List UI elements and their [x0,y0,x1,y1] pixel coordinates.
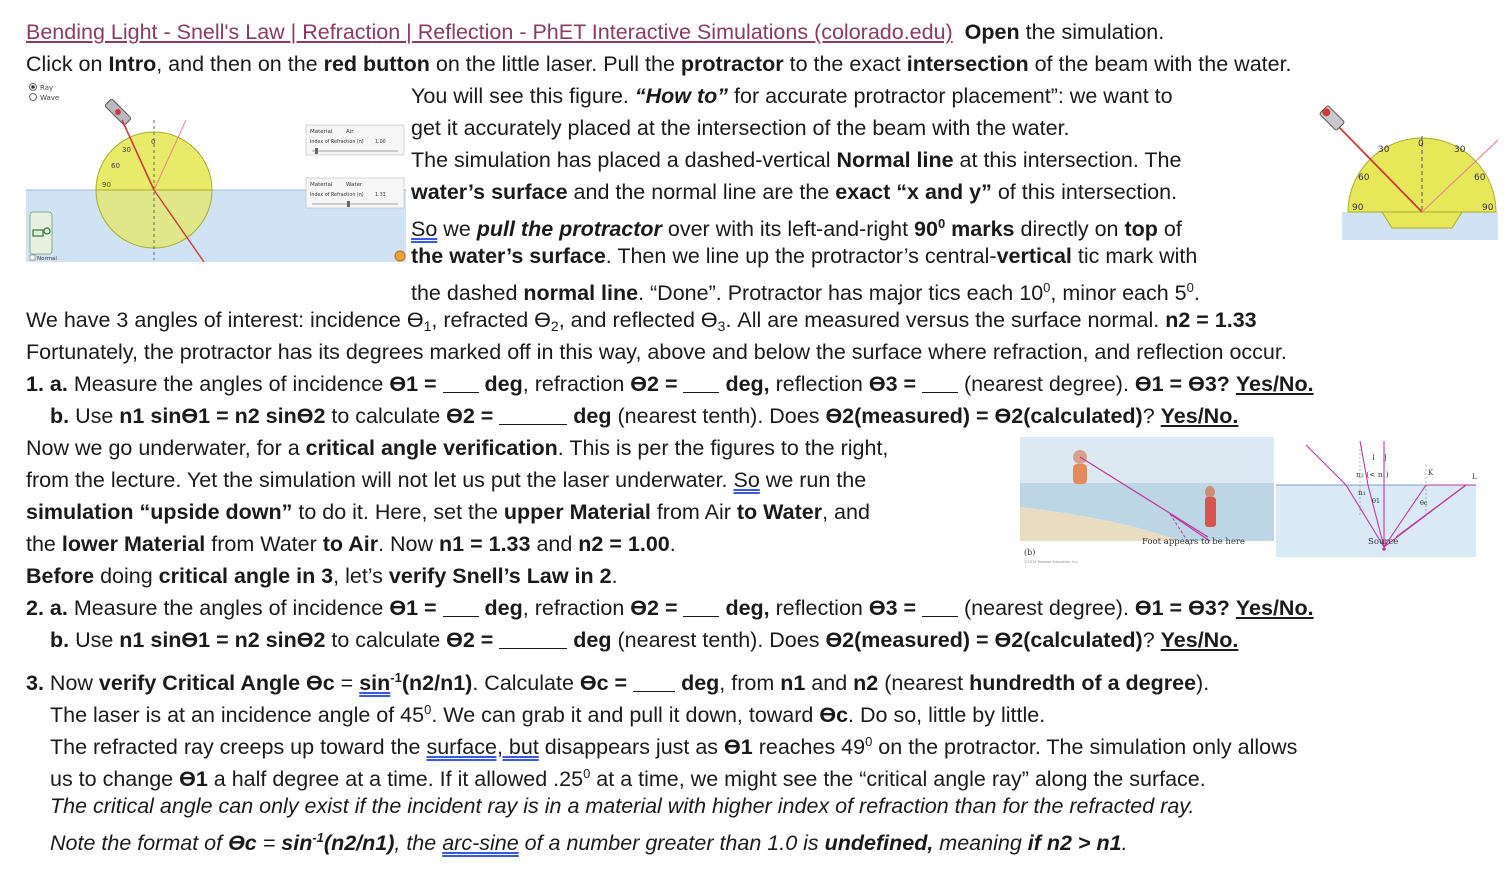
text: (nearest degree). [958,372,1135,396]
bold: deg [478,372,523,396]
text: of a number greater than 1.0 is [518,831,825,855]
line-03 [411,80,1173,112]
answer-blank[interactable] [683,374,719,393]
text: . [1193,281,1200,305]
rd-label-l: L [1472,473,1477,481]
bold: Intro [108,52,157,76]
bold: ϴ2 = [446,628,500,652]
bold: ϴc [819,703,849,727]
protractor-closeup [1312,100,1498,240]
sup: 0 [865,734,873,749]
text: ? [1142,628,1161,652]
ray-radio[interactable] [30,84,54,93]
bold: deg, [719,596,770,620]
wave-radio[interactable] [30,94,60,103]
text: Measure the angles of incidence [67,596,390,620]
text: at a time, we might see the “critical angle ray” along the surface. [590,767,1206,791]
bold: ϴ2 = [446,404,500,428]
text: from Water [205,532,323,556]
bold: ϴ2(measured) = ϴ2(calculated) [825,404,1143,428]
bold: 3. [26,671,44,695]
pc-tick-60-left: 60 [1358,173,1370,183]
sup: 0 [1043,280,1051,295]
bold: ϴ3 = [868,372,923,396]
rd-label-i: I [1372,454,1375,462]
text: (nearest tenth). Does [611,404,826,428]
question-1a [26,368,1314,400]
wader-body [1205,497,1216,527]
bold: 2. a. [26,596,68,620]
rd-label-k: K [1428,469,1434,477]
bold: red button [323,52,430,76]
text: . [611,564,618,588]
text: and the normal line are the [567,180,836,204]
text: a half degree at a time. If it allowed .25 [207,767,584,791]
bold: exact “x and y” [835,180,992,204]
ray-label: Ray [40,84,54,92]
observer-body [1073,464,1087,484]
text: (nearest [878,671,970,695]
sup: 0 [1186,280,1194,295]
bold: n2 > n1 [1040,831,1122,855]
bold: critical angle in 3 [158,564,334,588]
sup: 0 [583,766,591,781]
bold: (n2/n1) [401,671,473,695]
pc-tick-30-right: 30 [1454,145,1466,155]
text: You will see this figure. [411,84,635,108]
text: to calculate [325,628,447,652]
answer-blank[interactable] [499,406,567,425]
text: surface, but [426,735,539,759]
line-01 [26,16,1164,48]
question-2b [50,624,1238,656]
text: , and reflected ϴ [558,308,718,332]
bold: deg [675,671,720,695]
text: on the little laser. Pull the [429,52,681,76]
text: . All are measured versus the surface normal. [725,308,1166,332]
index-value: 1.33 [375,193,386,198]
bold: ϴ2(measured) = ϴ2(calculated) [825,628,1143,652]
bold: to Air [322,532,379,556]
material-water: Water [346,182,363,188]
text: to do it. Here, set the [292,500,504,524]
text: So [411,217,438,241]
text: we [437,217,477,241]
text: from Air [650,500,737,524]
answer-blank[interactable] [683,598,719,617]
beach-sky [1020,437,1274,483]
yes-no[interactable]: Yes/No. [1235,372,1314,396]
line-11 [26,336,1287,368]
bold: n1 [780,671,806,695]
rd-label-j: J [1384,454,1387,462]
text: The simulation has placed a dashed-vertical [411,148,837,172]
text: doing [94,564,159,588]
reset-icon[interactable] [395,251,405,261]
text: and [530,532,579,556]
text: arc-sine [442,831,519,855]
yes-no[interactable]: Yes/No. [1235,596,1314,620]
index-label: Index of Refraction (n) [310,193,364,198]
text: , and then on the [156,52,324,76]
bold: deg, [719,372,770,396]
bold: ϴ2 = [630,596,684,620]
text: We have 3 angles of interest: incidence ϴ [26,308,424,332]
bold-italic: “How to” [634,84,729,108]
line-16 [26,496,870,528]
text: , refracted ϴ [431,308,551,332]
bold: 90 [914,217,938,241]
text: ). [1196,671,1210,695]
bold: n1 = 1.33 [439,532,531,556]
text: So [733,468,760,492]
text: (nearest degree). [958,596,1135,620]
bold: 1. a. [26,372,68,396]
text: us to change [50,767,180,791]
bold: protractor [680,52,784,76]
bold: verify Snell’s Law in 2 [388,564,612,588]
line-04 [411,112,1070,144]
answer-blank[interactable] [922,598,958,617]
text: The critical angle can only exist if the incident ray is in a material with higher index of refraction than for the refracted ray. [50,794,1195,818]
bold: n1 sinϴ1 = n2 sinϴ2 [119,404,326,428]
text: reflection [769,596,869,620]
bold: ϴ1 [179,767,208,791]
bold: ϴ1 = [389,372,443,396]
line-15 [26,464,866,496]
text: , the [394,831,443,855]
line-26 [50,822,1128,859]
yes-no[interactable]: Yes/No. [1160,404,1239,428]
text: . [1121,831,1128,855]
lower-material-panel[interactable] [306,178,404,208]
bold: undefined, [824,831,934,855]
bold: hundredth of a degree [969,671,1197,695]
answer-blank[interactable] [443,598,479,617]
bold: to Water [736,500,823,524]
text: to calculate [325,404,447,428]
text: , let’s [333,564,389,588]
bold: n2 [853,671,879,695]
line-06 [411,176,1177,208]
rd-thetac: θc [1420,499,1428,507]
sup: -1 [312,830,324,845]
question-2a [26,592,1314,624]
text: the simulation. [1019,20,1165,44]
answer-blank[interactable] [633,673,675,692]
bold: ϴc = [579,671,634,695]
text: , minor each 5 [1050,281,1187,305]
bold: ϴ1 = ϴ3? [1134,596,1236,620]
rd-source-point [1382,547,1386,551]
bold: deg [567,404,612,428]
bold: water’s surface [411,180,568,204]
bold: deg [567,628,612,652]
phet-sim-screenshot [26,80,406,262]
bold: intersection [906,52,1029,76]
text: on the protractor. The simulation only allows [872,735,1298,759]
material-label: Material [310,129,333,135]
bold: Before [26,564,95,588]
bold: n2 = 1.33 [1165,308,1257,332]
phet-link[interactable]: Bending Light - Snell's Law | Refraction | Reflection - PhET Interactive Simulations (colorado.edu) [26,20,953,44]
bold: ϴ1 [724,735,753,759]
beach-refraction-figure [1020,437,1274,565]
sim-tick-90: 90 [102,181,111,189]
critical-angle-diagram [1276,437,1498,565]
sup: 0 [937,216,946,231]
pc-protractor-tab [1382,212,1462,228]
answer-blank[interactable] [499,630,567,649]
text: . [669,532,676,556]
text: of the beam with the water. [1028,52,1292,76]
sup: 0 [424,702,432,717]
sub: 1 [423,318,432,334]
text: the [26,532,62,556]
question-1b [50,400,1238,432]
text: . “Done”. Protractor has major tics each 10 [638,281,1044,305]
bold: simulation “upside down” [26,500,293,524]
text: = [256,831,282,855]
text: , refraction [522,596,631,620]
bold: sin [281,831,313,855]
pc-tick-90-right: 90 [1482,203,1494,213]
text: Use [69,404,120,428]
bold: top [1124,217,1158,241]
line-25 [50,790,1194,822]
yes-no[interactable]: Yes/No. [1160,628,1239,652]
material-air: Air [346,129,354,135]
bold: critical angle verification [305,436,558,460]
bold: ϴc [228,831,257,855]
sim-tick-30: 30 [122,146,131,154]
rd-theta1: θ1 [1372,497,1381,505]
bold: marks [945,217,1015,241]
bold: the water’s surface [411,244,606,268]
upper-material-panel[interactable] [306,125,404,155]
text: for accurate protractor placement”: we want to [728,84,1173,108]
bold: ϴ1 = ϴ3? [1134,372,1236,396]
index-label: Index of Refraction (n) [310,140,364,145]
rd-source-label: Source [1368,537,1399,547]
bold: Normal line [836,148,954,172]
bold: sin [359,671,391,695]
pc-tick-90-left: 90 [1352,203,1364,213]
bold: lower Material [61,532,206,556]
text: of this intersection. [991,180,1178,204]
bold: ϴ3 = [868,596,923,620]
bold: deg [478,596,523,620]
bold: verify Critical Angle ϴc [98,671,335,695]
text: The refracted ray creeps up toward the [50,735,427,759]
pc-tick-30-left: 30 [1378,145,1390,155]
sub: 3 [717,318,726,334]
text: . Calculate [472,671,580,695]
text: and [805,671,854,695]
text: meaning [933,831,1028,855]
text: reflection [769,372,869,396]
text: = [334,671,360,695]
text: reaches 49 [752,735,866,759]
text: . Then we line up the protractor’s central- [605,244,997,268]
line-17 [26,528,676,560]
bold: upper Material [503,500,651,524]
line-02 [26,48,1292,80]
bold: ϴ2 = [630,372,684,396]
line-18 [26,560,618,592]
bold: b. [50,628,70,652]
figure-label-b: (b) [1024,548,1036,557]
text: . We can grab it and pull it down, toward [431,703,820,727]
bold: n1 sinϴ1 = n2 sinϴ2 [119,628,326,652]
wader-head [1205,486,1215,498]
text: Fortunately, the protractor has its degrees marked off in this way, above and below the surface where refraction, and reflection occur. [26,340,1287,364]
line-14 [26,432,888,464]
bold: normal line [523,281,639,305]
text: Now we go underwater, for a [26,436,306,460]
sim-tick-60: 60 [111,162,120,170]
bold: if [1027,831,1041,855]
line-05 [411,144,1181,176]
index-value: 1.00 [375,140,386,145]
text: The laser is at an incidence angle of 45 [50,703,425,727]
sim-tick-0: 0 [151,138,156,146]
text: from the lecture. Yet the simulation will not let us put the laser underwater. [26,468,734,492]
text: , refraction [522,372,631,396]
text: (nearest tenth). Does [611,628,826,652]
bold-italic: pull the protractor [476,217,662,241]
normal-label: Normal [37,256,57,262]
text: . Do so, little by little. [848,703,1046,727]
text: disappears just as [538,735,725,759]
text: at this intersection. The [953,148,1182,172]
text: the dashed [411,281,524,305]
text: Note the format of [50,831,229,855]
text: over with its left-and-right [661,217,915,241]
text: . This is per the figures to the right, [557,436,889,460]
material-label: Material [310,182,333,188]
bold: (n2/n1) [323,831,395,855]
sup: -1 [390,670,402,685]
text: Measure the angles of incidence [67,372,390,396]
text: ? [1142,404,1161,428]
figure-credit: ©2014 Pearson Education, Inc. [1024,560,1079,564]
text: tic mark with [1071,244,1198,268]
open-word: Open [964,20,1020,44]
text: directly on [1014,217,1125,241]
bold: vertical [996,244,1072,268]
pc-tick-60-right: 60 [1474,173,1486,183]
text: Use [69,628,120,652]
text: Now [43,671,99,695]
text: , and [822,500,870,524]
pc-tick-0: 0 [1418,139,1424,149]
wave-label: Wave [40,94,60,102]
text: of [1157,217,1182,241]
bold: ϴ1 = [389,596,443,620]
rd-n2-label: n₂ (< n₁) [1356,470,1389,479]
foot-caption: Foot appears to be here [1142,537,1245,547]
bold: b. [50,404,70,428]
text: we run the [759,468,867,492]
answer-blank[interactable] [922,374,958,393]
line-08 [411,240,1197,272]
text: Click on [26,52,109,76]
rd-n1-label: n₁ [1358,488,1366,497]
text: , from [719,671,781,695]
answer-blank[interactable] [443,374,479,393]
bold: n2 = 1.00 [578,532,670,556]
text: to the exact [783,52,907,76]
text: get it accurately placed at the intersection of the beam with the water. [411,116,1070,140]
sub: 2 [550,318,559,334]
text: . Now [378,532,440,556]
